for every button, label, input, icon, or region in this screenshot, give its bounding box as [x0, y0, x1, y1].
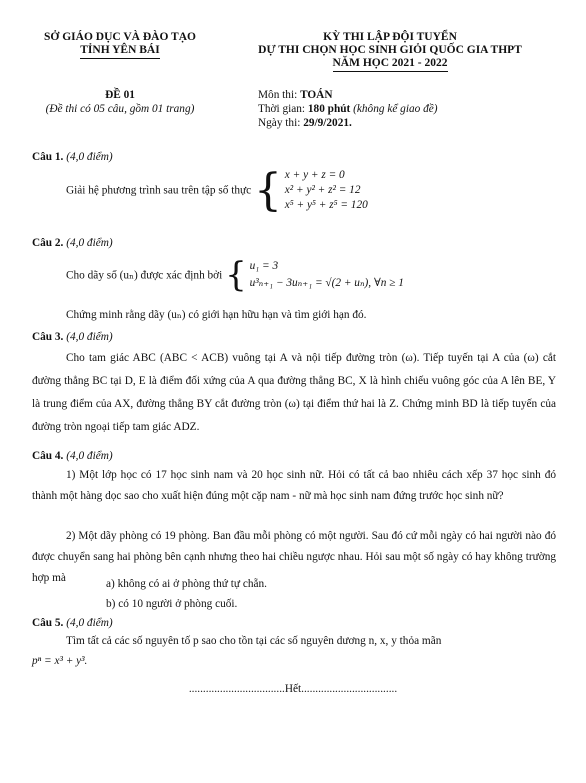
q2-eq2: u³ₙ₊₁ − 3uₙ₊₁ = √(2 + uₙ), ∀n ≥ 1 [249, 277, 404, 289]
q2-system [250, 258, 404, 292]
subject-value: TOÁN [300, 89, 333, 101]
exam-header [240, 31, 540, 72]
q4-part1: 1) Một lớp học có 17 học sinh nam và 20 học sinh nữ. Hỏi có tất cả bao nhiêu cách xếp 37 học sinh đó thành một hàng dọc sao cho xuất hiện đúng một cặp nam - nữ mà học sinh nam đứng trước học sinh nữ? [32, 469, 556, 502]
q1-points: (4,0 điểm) [63, 151, 113, 163]
q4-part2: 2) Một dãy phòng có 19 phòng. Ban đầu mỗi phòng có một người. Sau đó cứ mỗi ngày có hai người nào đó được chuyển sang hai phòng bên cạnh nhưng theo hai chiều ngược nhau. Hỏi sau một số ngày có hay không trường hợp mà [32, 530, 556, 584]
q2-body [66, 255, 404, 295]
q4-part2-a: a) không có ai ở phòng thứ tự chẵn. [106, 578, 267, 590]
exam-code-block [20, 88, 220, 116]
q4-part2-b: b) có 10 người ở phòng cuối. [106, 598, 238, 610]
time-value: 180 phút [307, 103, 351, 115]
q2-title: Câu 2. [32, 237, 64, 249]
q1-eq3: x⁵ + y⁵ + z⁵ = 120 [284, 199, 368, 211]
q3-title: Câu 3. [32, 331, 64, 343]
time-note: (không kể giao đề) [350, 103, 438, 115]
q2-text1: Cho dãy số (uₙ) được xác định bởi [66, 269, 223, 282]
q2-eq1: u₁ = 3 [249, 260, 279, 272]
q5-heading [32, 616, 113, 630]
q1-body [66, 164, 368, 216]
q1-brace: { [253, 164, 282, 216]
exam-code-note: (Đề thi có 05 câu, gồm 01 trang) [45, 103, 195, 115]
exam-line1: KỲ THI LẬP ĐỘI TUYỂN [323, 31, 457, 43]
q1-system [285, 168, 368, 213]
q1-heading [32, 150, 113, 164]
q5-points: (4,0 điểm) [63, 617, 113, 629]
exam-line2: DỰ THI CHỌN HỌC SINH GIỎI QUỐC GIA THPT [258, 44, 522, 56]
q5-title: Câu 5. [32, 617, 64, 629]
org-line2: TỈNH YÊN BÁI [80, 44, 159, 59]
date-value: 29/9/2021. [303, 117, 352, 129]
department-header [20, 31, 220, 59]
q1-text: Giải hệ phương trình sau trên tập số thực [66, 184, 252, 197]
q4-title: Câu 4. [32, 450, 64, 462]
q4-points: (4,0 điểm) [63, 450, 113, 462]
q1-eq2: x² + y² + z² = 12 [284, 184, 361, 196]
q2-heading [32, 236, 113, 250]
end-marker: ..................................Hết.................................. [188, 683, 398, 695]
q3-points: (4,0 điểm) [63, 331, 113, 343]
q5-equation: pⁿ = x³ + y³. [32, 655, 88, 667]
q3-text: Cho tam giác ABC (ABC < ACB) vuông tại A và nội tiếp đường tròn (ω). Tiếp tuyến tại A của (ω) cắt đường thẳng BC tại D, E là điểm đối xứng của A qua đường thẳng BC, X là hình chiếu vuông góc của A lên BE, Y là trung điểm của AX, đường thẳng BY cắt đường tròn (ω) tại điểm thứ hai là Z. Chứng minh BD là tiếp tuyến của đường tròn ngoại tiếp tam giác ADZ. [32, 352, 556, 433]
q2-brace: { [225, 255, 247, 295]
q2-text2: Chứng minh rằng dãy (uₙ) có giới hạn hữu hạn và tìm giới hạn đó. [66, 309, 367, 321]
q1-eq1: x + y + z = 0 [284, 169, 345, 181]
q1-title: Câu 1. [32, 151, 64, 163]
org-line1: SỞ GIÁO DỤC VÀ ĐÀO TẠO [44, 31, 196, 43]
date-label: Ngày thi: [258, 117, 304, 129]
time-label: Thời gian: [258, 103, 308, 115]
exam-line3: NĂM HỌC 2021 - 2022 [333, 57, 448, 72]
subject-label: Môn thi: [258, 89, 301, 101]
exam-code: ĐỀ 01 [105, 89, 135, 101]
q4-heading [32, 449, 113, 463]
exam-info-block [258, 88, 438, 130]
q2-points: (4,0 điểm) [63, 237, 113, 249]
q3-heading [32, 330, 113, 344]
q5-text: Tìm tất cả các số nguyên tố p sao cho tồn tại các số nguyên dương n, x, y thỏa mãn [66, 635, 442, 647]
